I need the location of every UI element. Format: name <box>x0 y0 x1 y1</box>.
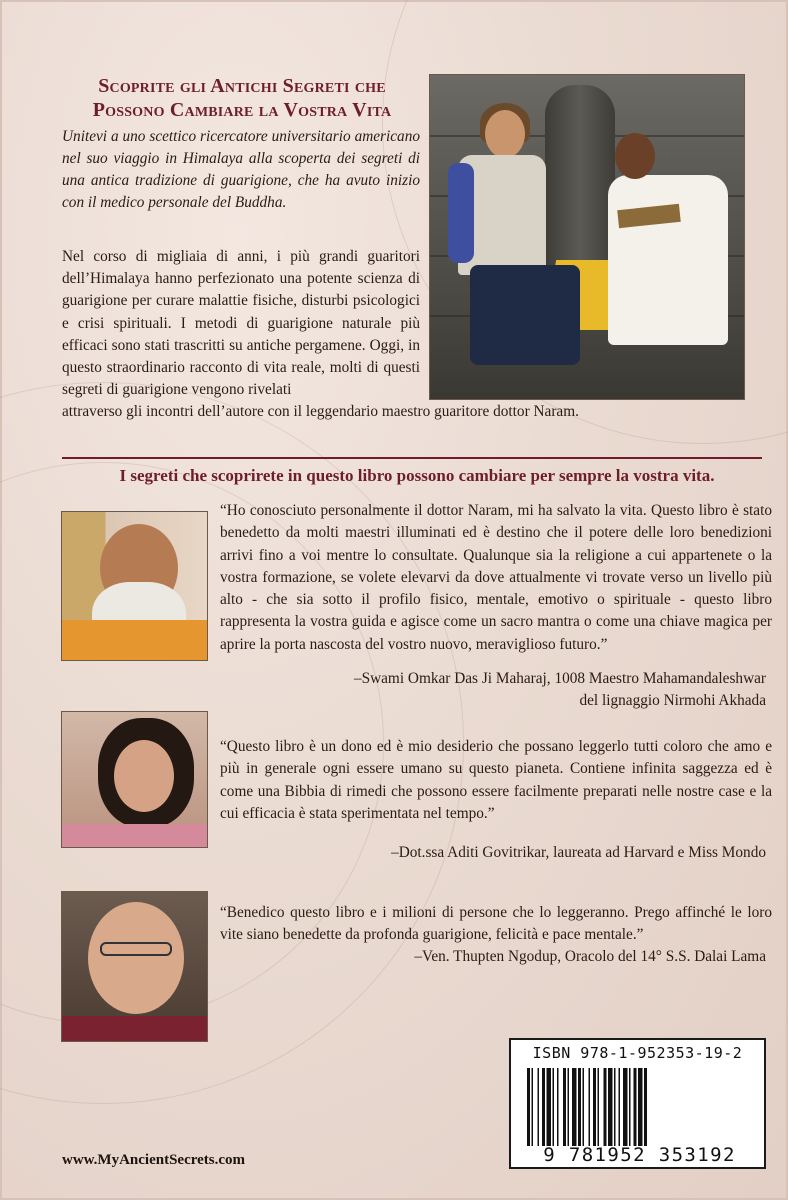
swami-portrait <box>61 511 208 661</box>
testimonial-quote-3: “Benedico questo libro e i milioni di persone che lo leggeranno. Prego affinché le loro vite siano benedette da profonda guarigione, felicità e pace mentale.” <box>220 904 772 944</box>
divider-rule <box>62 457 762 459</box>
barcode-digits: 9 781952 353192 <box>543 1144 736 1166</box>
attribution-line: –Swami Omkar Das Ji Maharaj, 1008 Maestro Mahamandaleshwar <box>353 670 766 687</box>
isbn-barcode <box>509 1038 766 1169</box>
website-url: www.MyAncientSecrets.com <box>62 1152 246 1168</box>
heading-line-1: Scoprite gli Antichi Segreti che <box>98 75 386 97</box>
body-paragraph-narrow: Nel corso di migliaia di anni, i più grandi guaritori dell’Himalaya hanno perfezionato una potente scienza di guarigione per curare malattie fisiche, disturbi psicologici e crisi spirituali. I metodi di guarigione naturale più efficaci sono stati trascritti su antiche pergamene. Oggi, in questo straordinario racconto di vita reale, molti di questi segreti di guarigione vengono rivelati <box>62 248 420 399</box>
testimonial-quote-2: “Questo libro è un dono ed è mio desiderio che possano leggerlo tutti coloro che amo e più in generale ogni essere umano su questo pianeta. Contiene infinita saggezza ed è come una Bibbia di rimedi che possono essere facilmente preparati nelle nostre case e la cui efficacia è stata sperimentata nel tempo.” <box>220 738 772 822</box>
thupten-portrait <box>61 891 208 1042</box>
aditi-portrait <box>61 711 208 848</box>
testimonial-attribution-2 <box>206 842 766 864</box>
testimonial-attribution-1 <box>206 668 766 713</box>
heading-line-2: Possono Cambiare la Vostra Vita <box>92 99 392 121</box>
tagline: I segreti che scoprirete in questo libro possono cambiare per sempre la vostra vita. <box>119 466 715 485</box>
attribution-line: –Dot.ssa Aditi Govitrikar, laureata ad Harvard e Miss Mondo <box>391 844 766 861</box>
intro-paragraph: Unitevi a uno scettico ricercatore universitario americano nel suo viaggio in Himalaya alla scoperta dei segreti di una antica tradizione di guarigione, che ha avuto inizio con il medico personale del Buddha. <box>62 128 420 211</box>
testimonial-quote-1: “Ho conosciuto personalmente il dottor Naram, mi ha salvato la vita. Questo libro è stato benedetto da molti maestri illuminati ed è destino che il potere delle loro benedizioni arrivi fino a voi mentre lo consultate. Qualunque sia la religione a cui appartenete o la vostra formazione, se volete elevarvi da dove attualmente vi trovate verso un livello più alto - che sia sotto il profilo fisico, mentale, emotivo o spirituale - questo libro rappresenta la vostra guida e agisce come un sacro mantra o come una chiave magica per aprire la porta nascosta del vostro nuovo, meraviglioso futuro.” <box>220 502 772 653</box>
body-paragraph-wide: attraverso gli incontri dell’autore con il leggendario maestro guaritore dottor Naram. <box>62 403 579 421</box>
isbn-label: ISBN 978-1-952353-19-2 <box>532 1044 743 1062</box>
attribution-line: del lignaggio Nirmohi Akhada <box>579 692 766 710</box>
testimonial-attribution-3 <box>206 946 766 968</box>
attribution-line: –Ven. Thupten Ngodup, Oracolo del 14° S.S. Dalai Lama <box>414 948 766 965</box>
author-with-doctor-photo <box>429 74 745 400</box>
barcode-bars <box>527 1068 752 1146</box>
cover-heading <box>64 74 420 122</box>
